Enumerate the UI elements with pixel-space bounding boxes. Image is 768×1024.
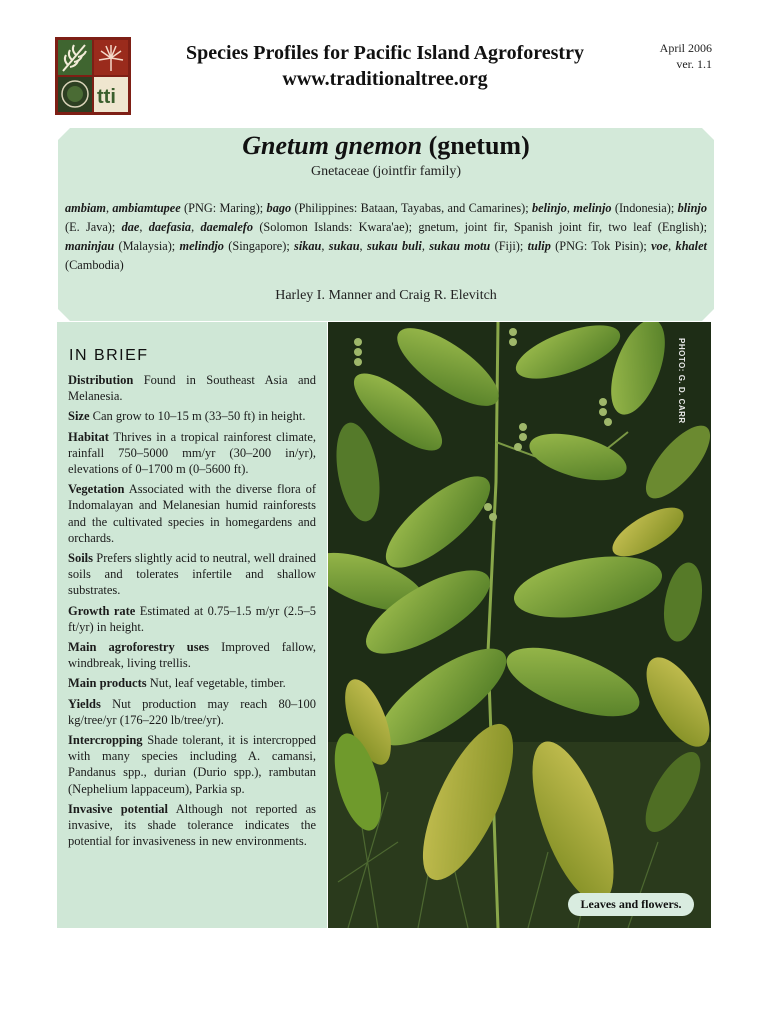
- svg-text:tti: tti: [97, 86, 116, 108]
- in-brief-label: Invasive potential: [68, 801, 169, 816]
- vernacular-name-note: (Fiji);: [490, 239, 528, 253]
- vernacular-name-note: ,: [421, 239, 430, 253]
- photo-caption: Leaves and flowers.: [568, 893, 694, 916]
- vernacular-name: ambiamtupee: [112, 201, 181, 215]
- vernacular-name: belinjo: [532, 201, 567, 215]
- series-title: Species Profiles for Pacific Island Agroforestry: [186, 42, 584, 64]
- vernacular-name-note: (Solomon Islands: Kwara'ae); gnetum, joint fir, Spanish joint fir, two leaf (English);: [253, 220, 707, 234]
- family-name: Gnetaceae (jointfir family): [310, 164, 462, 179]
- vernacular-name-note: ,: [106, 201, 113, 215]
- species-title: [58, 131, 714, 161]
- in-brief-item: [68, 639, 316, 671]
- vernacular-name-note: ,: [668, 239, 676, 253]
- vernacular-name: ambiam: [65, 201, 106, 215]
- vernacular-name-note: ,: [566, 201, 574, 215]
- gnetum-leaves-photo: [328, 322, 711, 928]
- vernacular-name-note: ,: [321, 239, 329, 253]
- vernacular-name-note: (Singapore);: [223, 239, 295, 253]
- in-brief-label: Yields: [68, 696, 101, 711]
- in-brief-item: [68, 408, 316, 424]
- in-brief-label: Soils: [68, 551, 94, 566]
- in-brief-item: [68, 550, 316, 599]
- in-brief-text: Prefers slightly acid to neutral, well drained soils and tolerates infertile and shallow substrates.: [68, 551, 317, 598]
- in-brief-text: Nut production may reach 80–100 kg/tree/yr (176–220 lb/tree/yr).: [68, 696, 317, 727]
- in-brief-item: [68, 675, 316, 691]
- publication-meta: [660, 40, 712, 72]
- in-brief-label: Growth rate: [68, 603, 136, 618]
- publication-header: [140, 40, 630, 92]
- in-brief-label: Main agroforestry uses: [68, 640, 210, 655]
- vernacular-name-note: ,: [139, 220, 149, 234]
- in-brief-item: [68, 372, 316, 404]
- vernacular-name-note: (Cambodia): [65, 258, 124, 272]
- vernacular-name-note: (Indonesia);: [611, 201, 678, 215]
- vernacular-name: melinjo: [573, 201, 612, 215]
- in-brief-text: Estimated at 0.75–1.5 m/yr (2.5–5 ft/yr) in height.: [68, 603, 317, 634]
- website-url[interactable]: www.traditionaltree.org: [282, 68, 488, 90]
- vernacular-name: dae: [121, 220, 140, 234]
- vernacular-name-note: (PNG: Maring);: [180, 201, 267, 215]
- vernacular-name: tulip: [527, 239, 551, 253]
- vernacular-name-note: (E. Java);: [65, 220, 122, 234]
- vernacular-name-note: (Philippines: Bataan, Tayabas, and Camarines);: [291, 201, 533, 215]
- in-brief-text: Thrives in a tropical rainforest climate, rainfall 750–5000 mm/yr (30–200 in/yr), elevations of 0–1700 m (0–5600 ft).: [68, 429, 317, 477]
- in-brief-item: [68, 603, 316, 635]
- in-brief-text: Associated with the diverse flora of Indomalayan and Melanesian humid rainforests and the cultivated species in homegardens and orchards.: [68, 482, 317, 545]
- logo-mark-icon: [55, 37, 131, 115]
- in-brief-label: Size: [68, 409, 90, 424]
- in-brief-item: [68, 801, 316, 850]
- species-title-banner: [58, 128, 714, 321]
- in-brief-text: Can grow to 10–15 m (33–50 ft) in height.: [92, 409, 306, 424]
- in-brief-text: Although not reported as invasive, its shade tolerance indicates the potential for invasiveness in new environments.: [68, 801, 316, 849]
- in-brief-text: Improved fallow, windbreak, living trellis.: [68, 640, 317, 671]
- vernacular-name: melindjo: [179, 239, 224, 253]
- vernacular-name: sikau: [294, 239, 322, 253]
- vernacular-name: daefasia: [148, 220, 192, 234]
- in-brief-item: [68, 481, 316, 546]
- vernacular-name: voe: [651, 239, 669, 253]
- in-brief-text: Shade tolerant, it is intercropped with many species including A. camansi, Pandanus spp., durian (Durio spp.), rambutan (Nephelium lappaceum), Parkia sp.: [68, 733, 316, 796]
- traditionaltree-logo: [55, 37, 131, 115]
- publication-date: April 2006: [659, 41, 712, 55]
- in-brief-text: Found in Southeast Asia and Melanesia.: [68, 373, 317, 404]
- vernacular-name: bago: [266, 201, 292, 215]
- vernacular-name-note: ,: [359, 239, 367, 253]
- common-name: (gnetum): [428, 131, 530, 160]
- in-brief-list: [68, 372, 316, 853]
- in-brief-label: Main products: [68, 676, 147, 691]
- in-brief-item: [68, 429, 316, 478]
- in-brief-item: [68, 696, 316, 728]
- vernacular-name: daemalefo: [200, 220, 254, 234]
- vernacular-name-note: (PNG: Tok Pisin);: [550, 239, 652, 253]
- version-label: ver. 1.1: [676, 57, 712, 71]
- in-brief-item: [68, 732, 316, 797]
- vernacular-name: sukau: [328, 239, 360, 253]
- vernacular-name: khalet: [675, 239, 707, 253]
- scientific-name: Gnetum gnemon: [242, 131, 423, 160]
- plant-photo: [328, 322, 711, 928]
- in-brief-label: Habitat: [68, 429, 109, 444]
- in-brief-text: Nut, leaf vegetable, timber.: [149, 676, 286, 691]
- in-brief-label: Vegetation: [68, 482, 125, 497]
- in-brief-label: Intercropping: [68, 733, 143, 748]
- in-brief-heading: IN BRIEF: [69, 347, 149, 364]
- authors: Harley I. Manner and Craig R. Elevitch: [275, 288, 497, 303]
- vernacular-name: sukau motu: [429, 239, 491, 253]
- vernacular-names: [65, 199, 707, 275]
- vernacular-name-note: ,: [191, 220, 201, 234]
- vernacular-name-note: (Malaysia);: [114, 239, 180, 253]
- in-brief-panel: [57, 322, 327, 928]
- vernacular-name: maninjau: [65, 239, 115, 253]
- vernacular-name: sukau buli: [366, 239, 422, 253]
- vernacular-name: blinjo: [677, 201, 707, 215]
- in-brief-label: Distribution: [68, 373, 134, 387]
- photo-credit: PHOTO: G. D. CARR: [677, 338, 686, 424]
